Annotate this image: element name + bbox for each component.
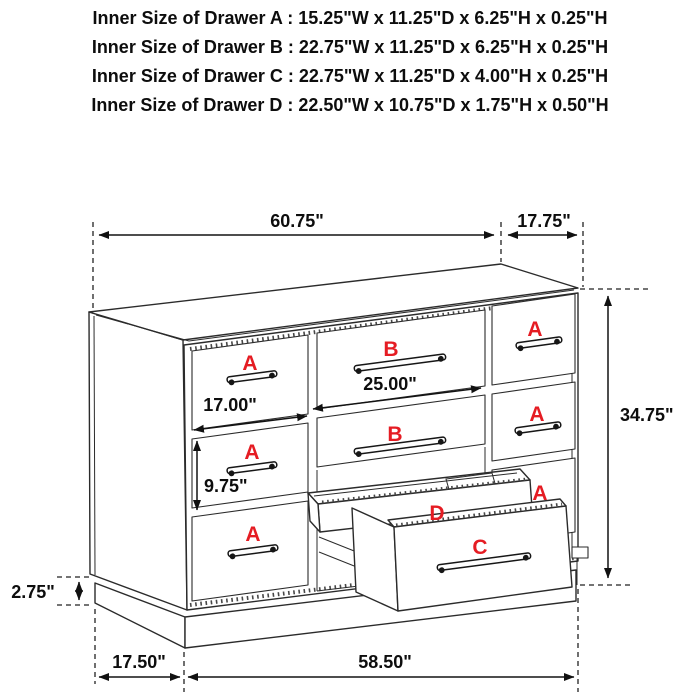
label-drawer-b-top: B bbox=[383, 338, 399, 361]
right-foot-bracket bbox=[572, 547, 588, 558]
label-drawer-a-left-middle: A bbox=[244, 441, 260, 464]
dim-drawer-a-height-label: 9.75" bbox=[204, 476, 248, 496]
dim-top-width-label: 60.75" bbox=[270, 211, 324, 231]
label-drawer-a-left-top: A bbox=[242, 352, 258, 375]
dim-drawer-a-width-label: 17.00" bbox=[203, 395, 257, 415]
cabinet-left-side-panel bbox=[89, 312, 187, 610]
label-drawer-a-right-bottom: A bbox=[532, 482, 548, 505]
dim-base-depth-label: 17.50" bbox=[112, 652, 166, 672]
dim-drawer-b-width-label: 25.00" bbox=[363, 374, 417, 394]
dim-base-width-label: 58.50" bbox=[358, 652, 412, 672]
label-drawer-c: C bbox=[472, 536, 488, 559]
label-drawer-a-right-top: A bbox=[527, 318, 543, 341]
drawer-a-size-line: Inner Size of Drawer A : 15.25"W x 11.25"D x 6.25"H x 0.25"H bbox=[92, 8, 608, 28]
dim-height-label: 34.75" bbox=[620, 405, 674, 425]
drawer-d-size-line: Inner Size of Drawer D : 22.50"W x 10.75"D x 1.75"H x 0.50"H bbox=[91, 95, 609, 115]
drawer-front-left-top bbox=[192, 335, 308, 430]
label-tray-d: D bbox=[429, 502, 445, 525]
drawer-c-size-line: Inner Size of Drawer C : 22.75"W x 11.25"D x 4.00"H x 0.25"H bbox=[91, 66, 609, 86]
label-drawer-a-left-bottom: A bbox=[245, 523, 261, 546]
dim-top-depth-label: 17.75" bbox=[517, 211, 571, 231]
label-drawer-a-right-middle: A bbox=[529, 403, 545, 426]
drawer-b-size-line: Inner Size of Drawer B : 22.75"W x 11.25"D x 6.25"H x 0.25"H bbox=[91, 37, 609, 57]
dim-base-height-label: 2.75" bbox=[11, 582, 55, 602]
label-drawer-b-middle: B bbox=[387, 423, 403, 446]
